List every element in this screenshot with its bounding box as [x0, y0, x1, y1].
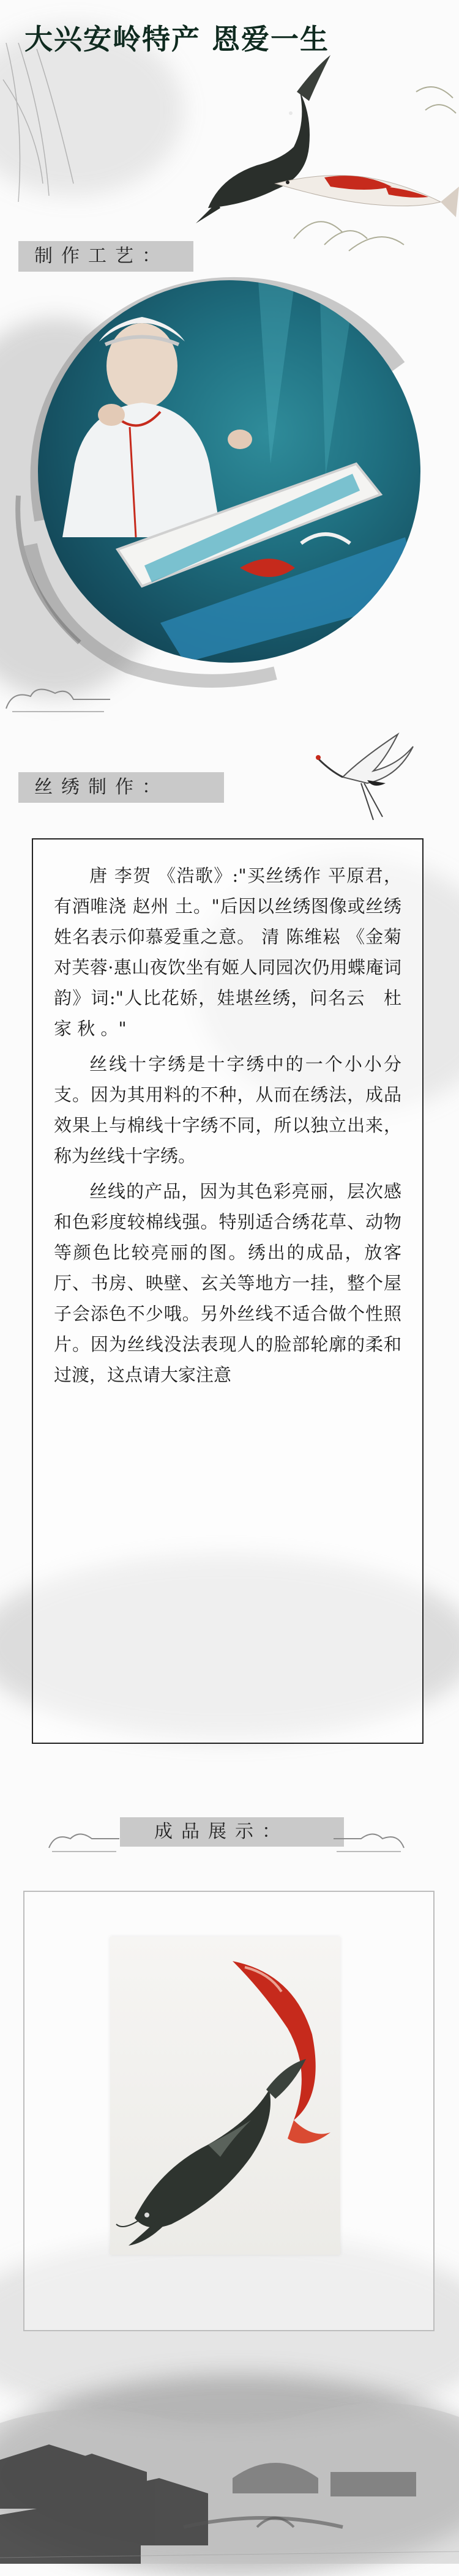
section-label-showcase: 成品展示： [120, 1817, 344, 1847]
article-paragraph: 丝线十字绣是十字绣中的一个小小分支。因为其用料的不种，从而在绣法，成品效果上与棉线十字绣不同，所以独立出来，称为丝线十字绣。 [54, 1054, 401, 1166]
page-title: 大兴安岭特产 恩爱一生 [24, 23, 330, 56]
section-label-craft: 制作工艺： [18, 241, 193, 272]
embroiderer-illustration-icon [38, 280, 420, 663]
willow-branch-icon [0, 43, 122, 202]
koi-fish-pair-icon [184, 55, 459, 263]
embroidery-photo [38, 280, 420, 663]
crane-icon [306, 722, 416, 826]
koi-embroidery-image [110, 1937, 340, 2255]
village-landscape-icon [0, 2386, 459, 2564]
article-paragraph: 丝线的产品，因为其色彩亮丽，层次感和色彩度较棉线强。特别适合绣花草、动物等颜色比较亮丽的图。绣出的成品，放客厅、书房、映壁、玄关等地方一挂，整个屋子会添色不少哦。另外丝线不适合做个性照片。因为丝线没法表现人的脸部轮廓的柔和过渡，这点请大家注意 [54, 1181, 401, 1385]
section-label-embroidery: 丝绣制作： [18, 772, 224, 803]
article-box [32, 838, 424, 1744]
cloud-motif-right-icon [330, 1830, 410, 1854]
cloud-motif-left-icon [43, 1830, 122, 1854]
article-paragraph: 唐 李贺 《浩歌》:"买丝绣作 平原君，有酒唯浇 赵州 土。"后因以丝绣图像或丝绣姓名表示仰慕爱重之意。 清 陈维崧 《金菊对芙蓉·惠山夜饮坐有姬人同园次仍用蝶庵词韵》词:"人比花娇，娃堪丝绣，问名云 杜家 秋 。" [54, 865, 401, 1039]
koi-embroidery-icon [110, 1937, 340, 2255]
cloud-motif-icon [0, 684, 122, 715]
